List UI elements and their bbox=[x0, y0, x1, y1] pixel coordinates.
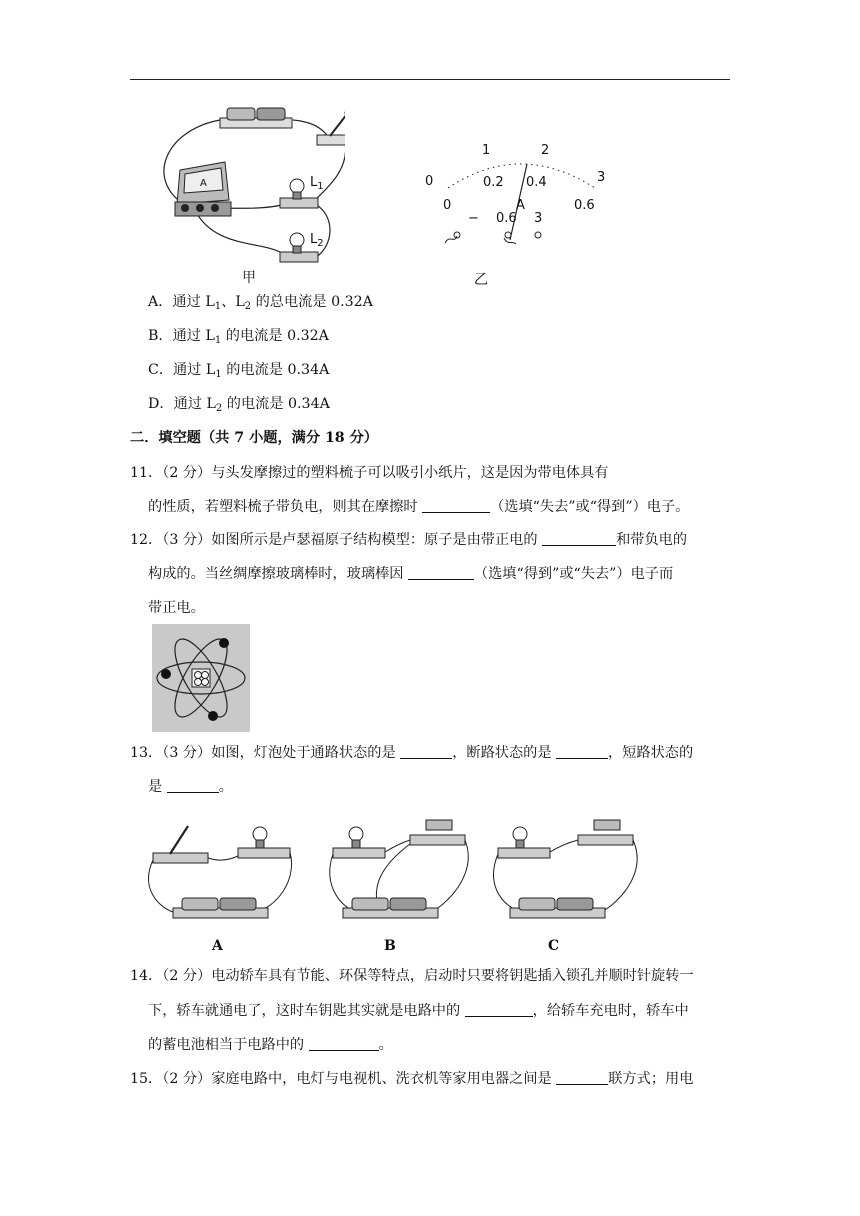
circuit-figures-abc bbox=[148, 808, 648, 933]
q14-blank-1[interactable] bbox=[465, 1002, 533, 1017]
terminal-minus: − bbox=[468, 211, 479, 226]
caption-jia: 甲 bbox=[242, 270, 256, 286]
scale-bottom-0: 0 bbox=[443, 198, 452, 213]
scale-bottom-1: 0.2 bbox=[483, 175, 504, 190]
q11-line2: 的性质，若塑料梳子带负电，则其在摩擦时 （选填“失去”或“得到”）电子。 bbox=[148, 499, 690, 515]
q14-line2: 下，轿车就通电了，这时车钥匙其实就是电路中的 ，给轿车充电时，轿车中 bbox=[148, 1003, 689, 1019]
q15-blank-1[interactable] bbox=[556, 1070, 608, 1085]
scale-top-2: 2 bbox=[541, 143, 550, 158]
q14-line1: 14．（2 分）电动轿车具有节能、环保等特点，启动时只要将钥匙插入锁孔并顺时针旋转一 bbox=[130, 968, 694, 984]
q12-line3: 带正电。 bbox=[148, 600, 205, 616]
circuit-caption-c: C bbox=[548, 938, 560, 954]
option-b: B．通过 $L_1$ 的电流是 0.32A bbox=[148, 328, 329, 346]
q13-blank-2[interactable] bbox=[556, 744, 608, 759]
scale-top-0: 0 bbox=[425, 174, 434, 189]
scale-top-1: 1 bbox=[482, 143, 491, 158]
q15-line1: 15．（2 分）家庭电路中，电灯与电视机、洗衣机等家用电器之间是 联方式；用电 bbox=[130, 1071, 694, 1087]
circuit-a bbox=[149, 826, 292, 918]
terminal-0-6: 0.6 bbox=[496, 211, 517, 226]
scale-bottom-3: 0.6 bbox=[574, 198, 595, 213]
atom-model-figure bbox=[152, 624, 250, 732]
q11-blank[interactable] bbox=[422, 498, 490, 513]
ammeter-dial bbox=[420, 140, 620, 250]
caption-yi: 乙 bbox=[474, 272, 488, 288]
q14-blank-2[interactable] bbox=[309, 1036, 379, 1051]
q12-blank-1[interactable] bbox=[542, 531, 616, 546]
scale-bottom-2: 0.4 bbox=[526, 175, 547, 190]
q13-blank-1[interactable] bbox=[400, 744, 452, 759]
circuit-c bbox=[494, 820, 638, 918]
section-title: 二．填空题（共 7 小题，满分 18 分） bbox=[130, 430, 378, 446]
circuit-caption-a: A bbox=[212, 938, 223, 954]
terminal-3: 3 bbox=[534, 211, 543, 226]
q13-blank-3[interactable] bbox=[167, 778, 219, 793]
q12-line1: 12．（3 分）如图所示是卢瑟福原子结构模型：原子是由带正电的 和带负电的 bbox=[130, 532, 688, 548]
circuit-b bbox=[330, 820, 468, 918]
header-rule bbox=[130, 79, 730, 80]
q12-blank-2[interactable] bbox=[408, 565, 474, 580]
option-d: D．通过 $L_2$ 的电流是 0.34A bbox=[148, 396, 330, 414]
dial-letter: A bbox=[516, 198, 525, 213]
ammeter-letter: A bbox=[200, 178, 207, 189]
q12-line2: 构成的。当丝绸摩擦玻璃棒时，玻璃棒因 （选填“得到”或“失去”）电子而 bbox=[148, 566, 674, 582]
q13-line2: 是 。 bbox=[148, 779, 233, 795]
lamp2-label: $L_2$ bbox=[310, 232, 324, 249]
circuit-caption-b: B bbox=[384, 938, 396, 954]
option-a: A．通过 $L_1$、$L_2$ 的总电流是 0.32A bbox=[148, 294, 373, 312]
q13-line1: 13．（3 分）如图，灯泡处于通路状态的是 ，断路状态的是 ，短路状态的 bbox=[130, 745, 694, 761]
q14-line3: 的蓄电池相当于电路中的 。 bbox=[148, 1037, 393, 1053]
q11-line1: 11．（2 分）与头发摩擦过的塑料梳子可以吸引小纸片，这是因为带电体具有 bbox=[130, 465, 609, 481]
scale-top-3: 3 bbox=[597, 170, 606, 185]
lamp1-label: $L_1$ bbox=[310, 175, 324, 192]
option-c: C．通过 $L_1$ 的电流是 0.34A bbox=[148, 362, 330, 380]
